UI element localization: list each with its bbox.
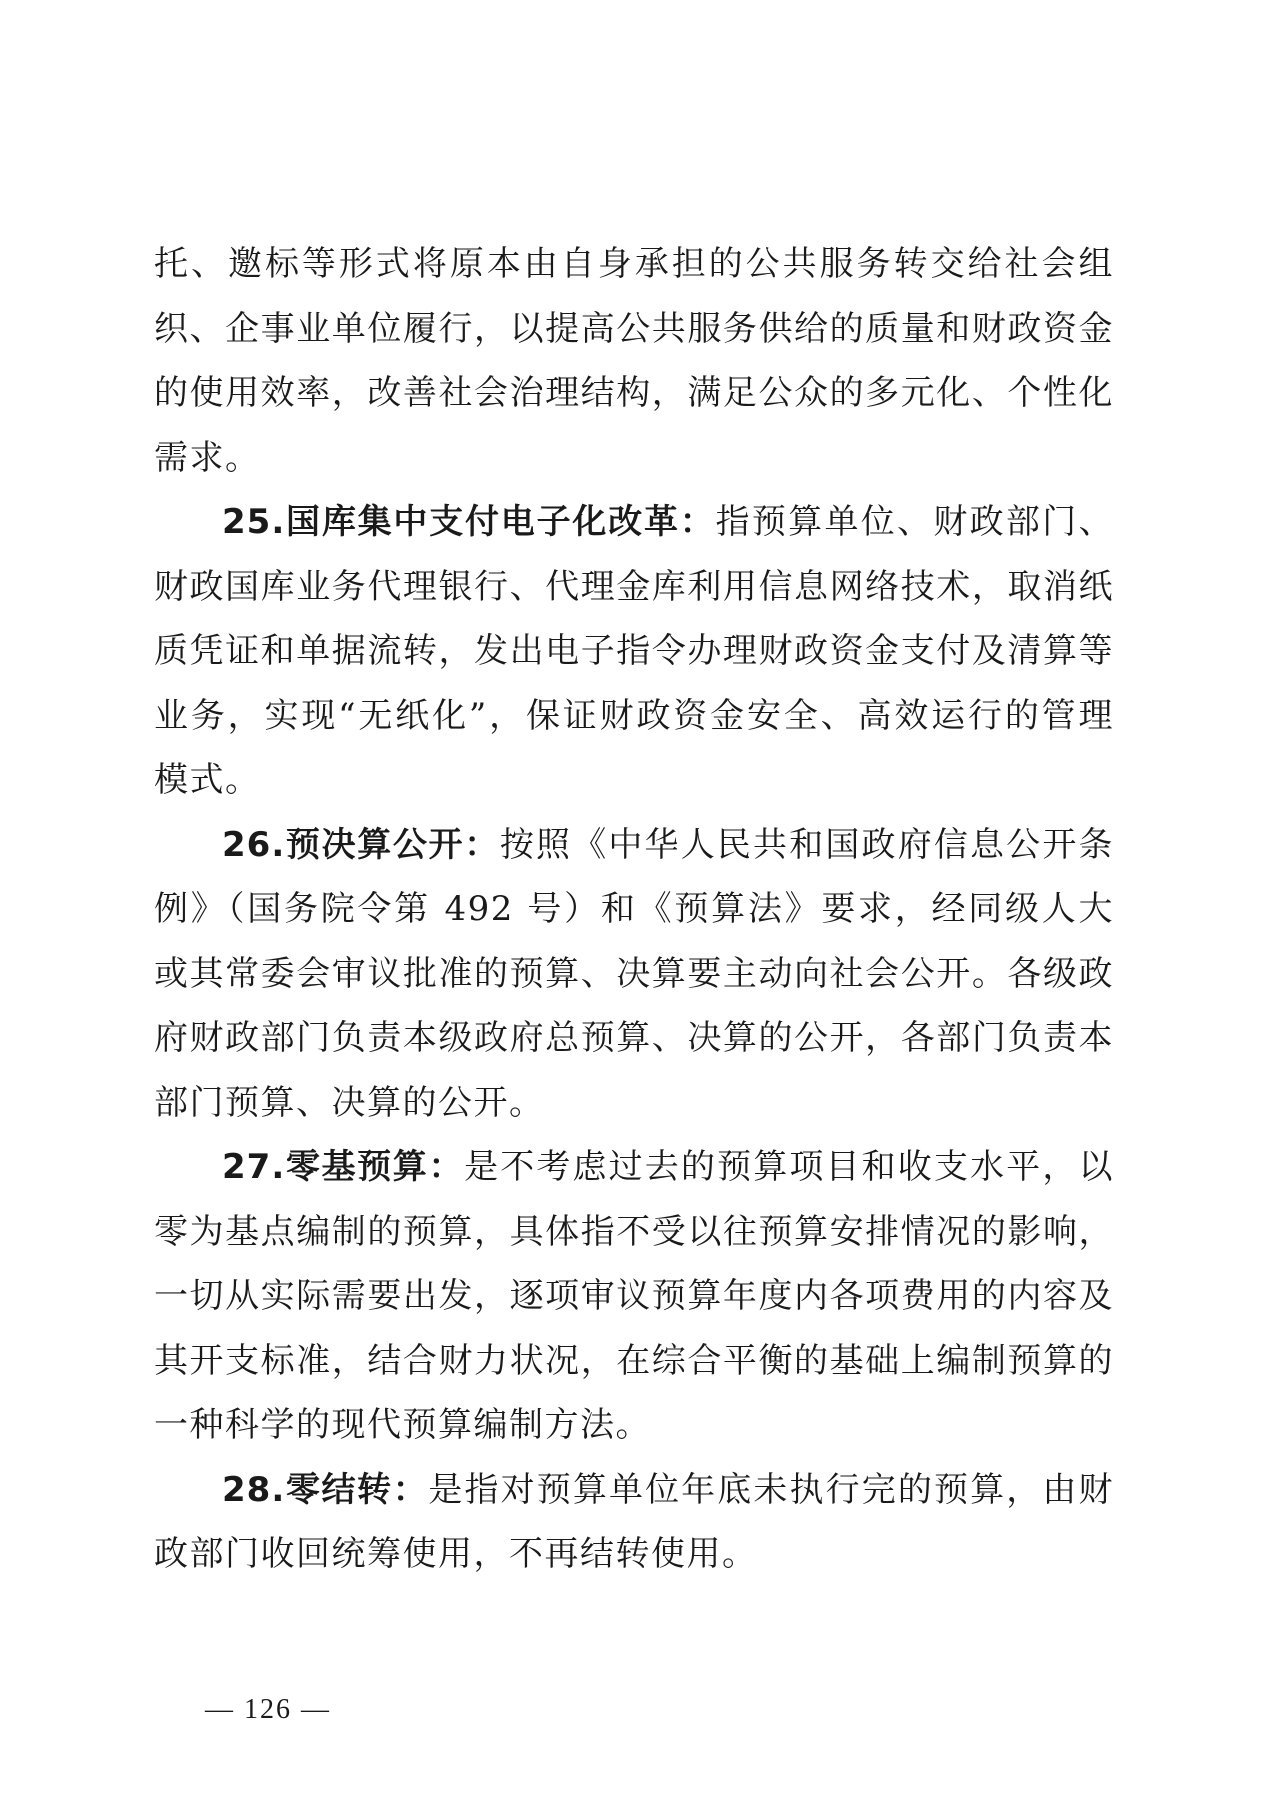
entry-definition-25: 指预算单位、财政部门、财政国库业务代理银行、代理金库利用信息网络技术，取消纸质凭证和单据流转，发出电子指令办理财政资金支付及清算等业务，实现“无纸化”，保证财政资金安全、高效运行的管理模式。 [154, 502, 1115, 800]
entry-definition-28: 是指对预算单位年底未执行完的预算，由财政部门收回统筹使用，不再结转使用。 [154, 1469, 1115, 1574]
document-body [154, 232, 1114, 1587]
entry-definition-27: 是不考虑过去的预算项目和收支水平，以零为基点编制的预算，具体指不受以往预算安排情况的影响，一切从实际需要出发，逐项审议预算年度内各项费用的内容及其开支标准，结合财力状况，在综合平衡的基础上编制预算的一种科学的现代预算编制方法。 [154, 1147, 1115, 1445]
entry-definition-26: 按照《中华人民共和国政府信息公开条例》（国务院令第 492 号）和《预算法》要求，经同级人大或其常委会审议批准的预算、决算要主动向社会公开。各级政府财政部门负责本级政府总预算、决算的公开，各部门负责本部门预算、决算的公开。 [154, 824, 1115, 1123]
continuation-paragraph: 托、邀标等形式将原本由自身承担的公共服务转交给社会组织、企事业单位履行，以提高公共服务供给的质量和财政资金的使用效率，改善社会治理结构，满足公众的多元化、个性化需求。 [154, 244, 1114, 478]
entry-paragraph-27 [154, 1135, 1114, 1458]
page-number: — 126 — [205, 1694, 331, 1725]
entry-term-25: 25.国库集中支付电子化改革： [222, 502, 716, 542]
entry-term-28: 28.零结转： [222, 1469, 429, 1510]
entry-paragraph-25 [154, 490, 1114, 813]
entry-term-27: 27.零基预算： [222, 1147, 465, 1187]
entry-term-26: 26.预决算公开： [222, 824, 500, 865]
entry-paragraph-26 [154, 813, 1114, 1136]
entry-paragraph-28 [154, 1458, 1114, 1587]
